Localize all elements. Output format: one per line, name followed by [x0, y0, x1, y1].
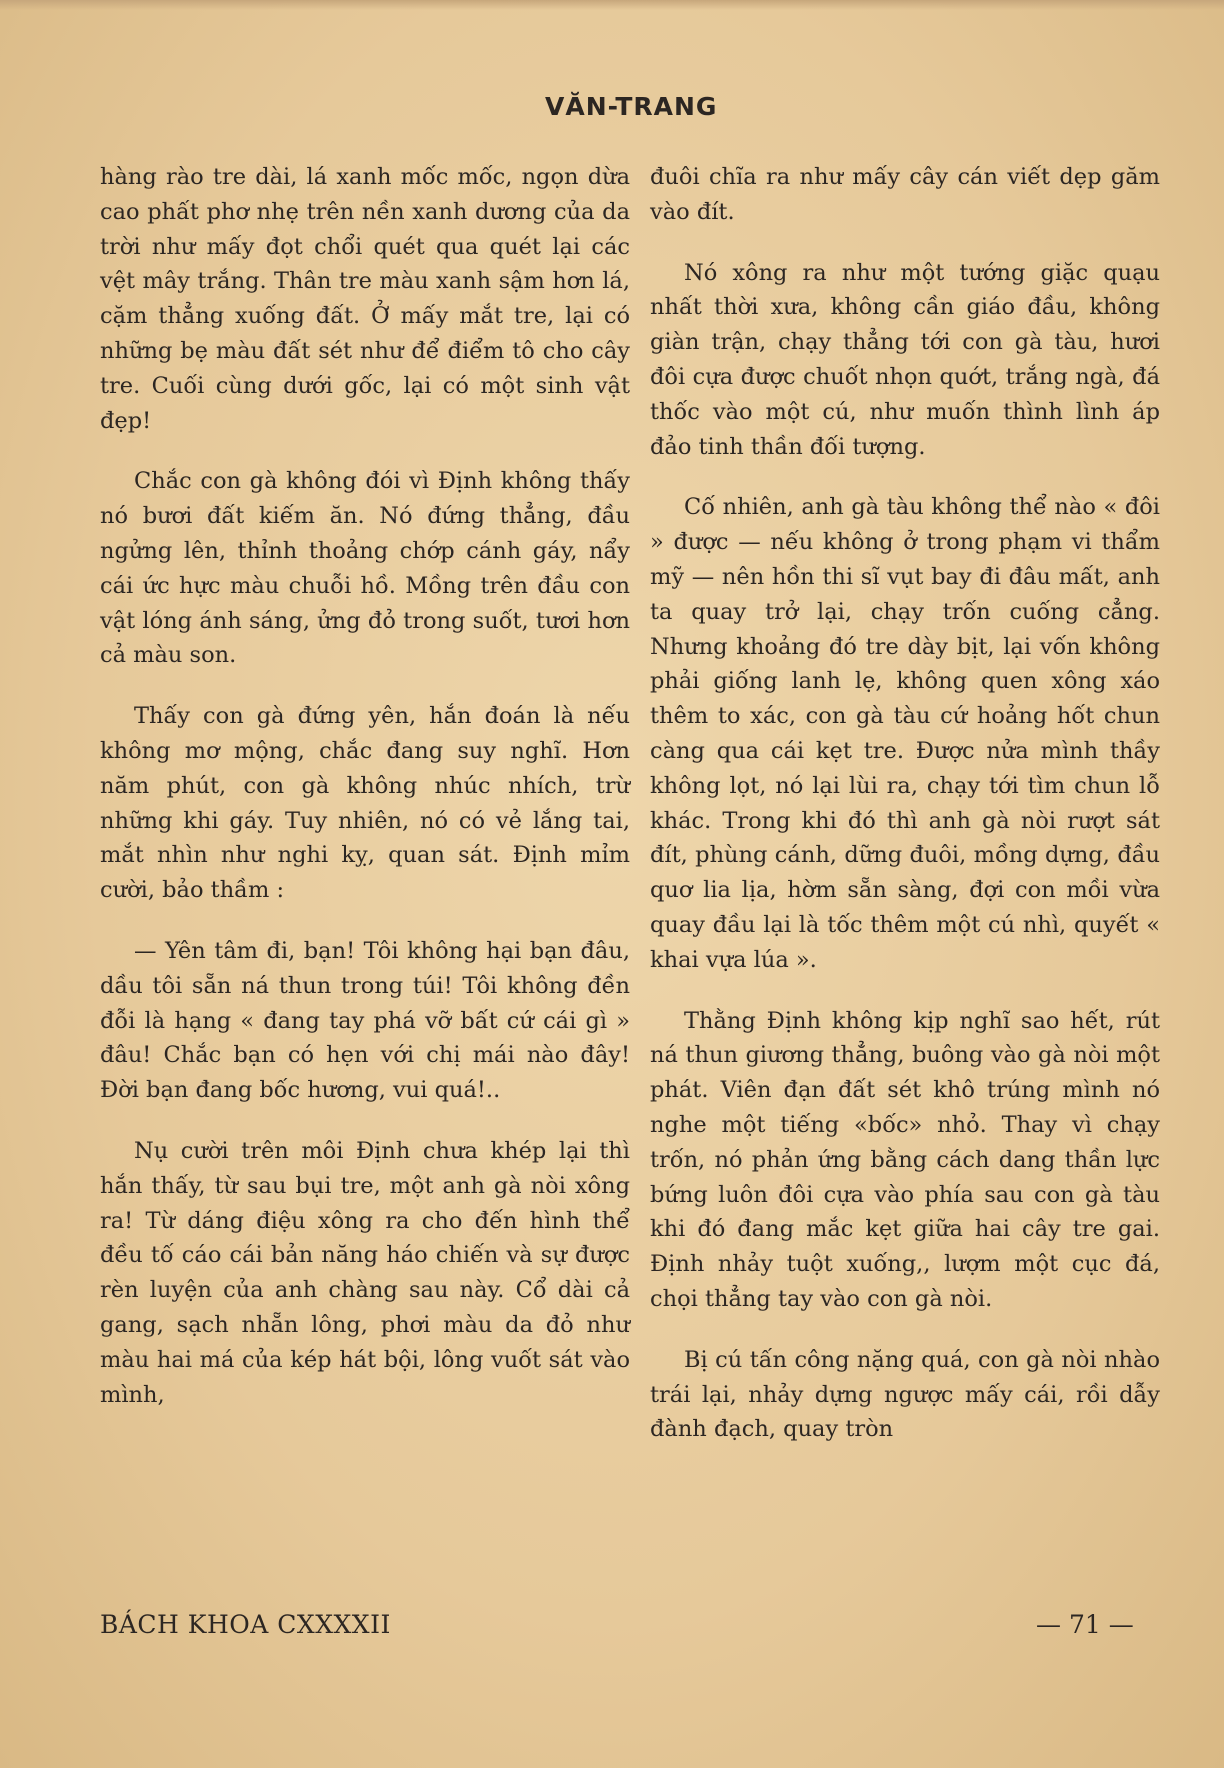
page-number: — 71 — [1036, 1610, 1134, 1639]
paragraph: Cố nhiên, anh gà tàu không thể nào « đôi » được — nếu không ở trong phạm vi thẩm mỹ — nên hồn thi sĩ vụt bay đi đâu mất, anh ta quay trở lại, chạy trốn cuống cẳng. Nhưng khoảng đó tre dày bịt, lại vốn không phải giống lanh lẹ, không quen xông xáo thêm to xác, con gà tàu cứ hoảng hốt chun càng qua cái kẹt tre. Được nửa mình thầy không lọt, nó lại lùi ra, chạy tới tìm chun lỗ khác. Trong khi đó thì anh gà nòi rượt sát đít, phùng cánh, dững đuôi, mồng dựng, đầu quơ lia lịa, hờm sẵn sàng, đợi con mồi vừa quay đầu lại là tốc thêm một cú nhì, quyết « khai vựa lúa ». [650, 494, 1160, 973]
paragraph: Chắc con gà không đói vì Định không thấy nó bươi đất kiếm ăn. Nó đứng thẳng, đầu ngửng lên, thỉnh thoảng chớp cánh gáy, nẩy cái ức hực màu chuỗi hồ. Mồng trên đầu con vật lóng ánh sáng, ửng đỏ trong suốt, tươi hơn cả màu son. [100, 468, 630, 669]
running-header: VĂN-TRANG [545, 92, 718, 121]
paragraph: Nó xông ra như một tướng giặc quạu nhất thời xưa, không cần giáo đầu, không giàn trận, chạy thẳng tới con gà tàu, hươi đôi cựa được chuốt nhọn quớt, trắng ngà, đá thốc vào một cú, như muốn thình lình áp đảo tinh thần đối tượng. [650, 259, 1160, 460]
paragraph: đuôi chĩa ra như mấy cây cán viết dẹp găm vào đít. [650, 164, 1160, 225]
page-edge-shadow [0, 0, 1224, 10]
right-column [650, 160, 1160, 1473]
paragraph: — Yên tâm đi, bạn! Tôi không hại bạn đâu, dầu tôi sẵn ná thun trong túi! Tôi không đền đỗi là hạng « đang tay phá vỡ bất cứ cái gì » đâu! Chắc bạn có hẹn với chị mái nào đây! Đời bạn đang bốc hương, vui quá!.. [100, 937, 630, 1104]
paragraph: hàng rào tre dài, lá xanh mốc mốc, ngọn dừa cao phất phơ nhẹ trên nền xanh dương của da trời như mấy đọt chổi quét qua quét lại các vệt mây trắng. Thân tre màu xanh sậm hơn lá, cặm thẳng xuống đất. Ở mấy mắt tre, lại có những bẹ màu đất sét như để điểm tô cho cây tre. Cuối cùng dưới gốc, lại có một sinh vật đẹp! [100, 164, 630, 434]
journal-footer: BÁCH KHOA CXXXXII [100, 1610, 391, 1639]
paragraph: Thấy con gà đứng yên, hắn đoán là nếu không mơ mộng, chắc đang suy nghĩ. Hơn năm phút, con gà không nhúc nhích, trừ những khi gáy. Tuy nhiên, nó có vẻ lắng tai, mắt nhìn như nghi kỵ, quan sát. Định mỉm cười, bảo thầm : [100, 703, 630, 904]
paragraph: Nụ cười trên môi Định chưa khép lại thì hắn thấy, từ sau bụi tre, một anh gà nòi xông ra! Từ dáng điệu xông ra cho đến hình thể đều tố cáo cái bản năng háo chiến và sự được rèn luyện của anh chàng sau này. Cổ dài cả gang, sạch nhẵn lông, phơi màu da đỏ như màu hai má của kép hát bội, lông vuốt sát vào mình, [100, 1137, 630, 1408]
left-column [100, 160, 630, 1438]
paragraph: Bị cú tấn công nặng quá, con gà nòi nhào trái lại, nhảy dựng ngược mấy cái, rồi dẫy đành đạch, quay tròn [650, 1346, 1160, 1443]
paragraph: Thằng Định không kịp nghĩ sao hết, rút ná thun giương thẳng, buông vào gà nòi một phát. Viên đạn đất sét khô trúng mình nó nghe một tiếng «bốc» nhỏ. Thay vì chạy trốn, nó phản ứng bằng cách dang thần lực bứng luôn đôi cựa vào phía sau con gà tàu khi đó đang mắc kẹt giữa hai cây tre gai. Định nhảy tuột xuống,, lượm một cục đá, chọi thẳng tay vào con gà nòi. [650, 1007, 1160, 1312]
